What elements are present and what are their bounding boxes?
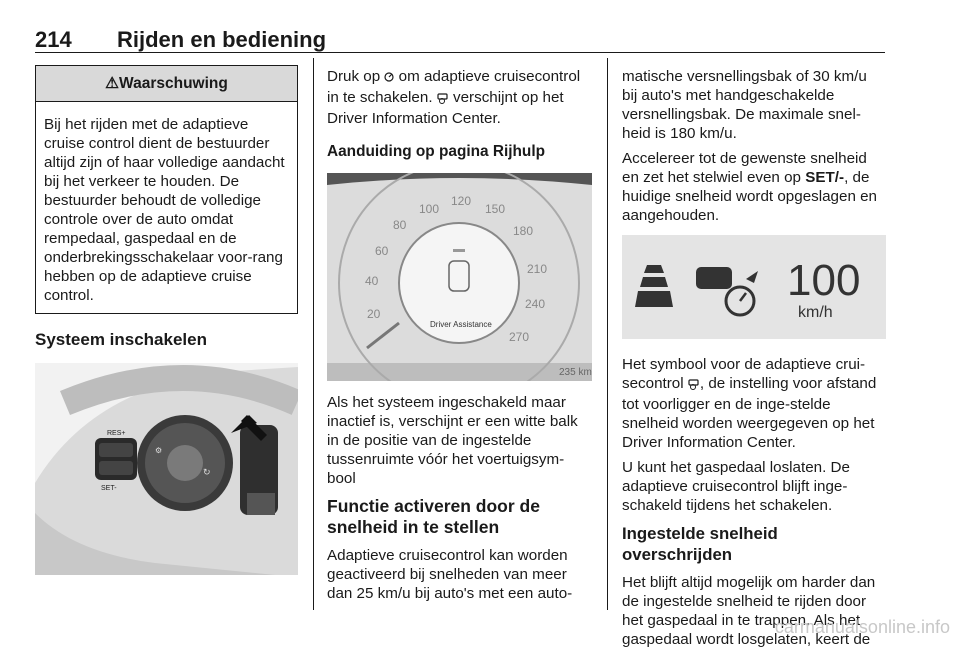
text-span: Accelereer tot de gewenste snelheid en zet het stelwiel even op [622,150,867,186]
adaptive-cruise-icon [437,90,449,109]
column-3 [622,67,886,655]
warning-header [36,66,297,102]
gauge-tick: 60 [375,244,389,258]
text-span: , de instelling voor afstand tot voorligger en de inge-stelde snelheid worden weergegeven op het Driver Information Center. [622,375,877,451]
section-heading: Functie activeren door de snelheid in te stellen [327,496,540,537]
instrument-cluster-image [327,173,592,381]
svg-text:↻: ↻ [203,467,211,477]
page-header [35,18,885,52]
set-label: SET/- [805,169,845,186]
text-span: , de huidige snelheid wordt opgeslagen en aangehouden. [622,169,878,224]
gauge-tick: 20 [367,307,381,321]
paragraph: matische versnellingsbak of 30 km/u bij auto's met handgeschakelde versnellingsbak. De maximale snel-heid is 180 km/u. [622,68,867,142]
gauge-tick: 150 [485,202,506,216]
gauge-tick: 100 [419,202,440,216]
steering-wheel-image [35,363,298,575]
column-2 [327,67,592,609]
gauge-tick: 270 [509,330,530,344]
section-heading: Systeem inschakelen [35,330,207,349]
column-divider [607,58,608,610]
header-rule [35,52,885,53]
section-heading: Ingestelde snelheid overschrijden [622,524,778,564]
watermark: carmanualsonline.info [774,617,950,637]
paragraph: U kunt het gaspedaal loslaten. De adaptieve cruisecontrol blijft inge-schakeld tijdens het schakelen. [622,459,850,514]
warning-text: Bij het rijden met de adaptieve cruise control dient de bestuurder altijd zijn of haar volledige aandacht bij het verkeer te houden. De bestuurder behoudt de volledige controle over de auto omdat rempedaal, gaspedaal en de onderbrekingsschakelaar voor-rang hebben op de adaptieve cruise control. [44,116,285,304]
svg-text:⚙: ⚙ [155,446,163,455]
text-span: Druk op [327,68,381,85]
warning-title: Waarschuwing [119,75,228,92]
gauge-tick: 210 [527,262,548,276]
text-span: verschijnt op het Driver Information Center. [327,89,564,127]
gauge-tick: 180 [513,224,534,238]
text-span: om adaptieve cruisecontrol in te schakelen. [327,68,581,106]
display-unit: km/h [798,304,833,321]
column-divider [313,58,314,610]
warning-box [35,65,298,314]
paragraph: Adaptieve cruisecontrol kan worden geactiveerd bij snelheden van meer dan 25 km/u bij auto's met een auto- [327,547,573,602]
paragraph: Als het systeem ingeschakeld maar inactief is, verschijnt er een witte balk in de positie van de ingestelde tussenruimte vóór het voertuigsym-bool [327,394,578,487]
set-label: SET- [101,485,117,492]
display-speed: 100 [787,256,861,305]
cruise-control-icon [384,69,394,88]
chapter-title: Rijden en bediening [117,27,327,52]
column-1 [35,58,298,575]
subheading: Aanduiding op pagina Rijhulp [327,143,546,160]
adaptive-cruise-icon [688,376,700,395]
gauge-tick: 40 [365,274,379,288]
paragraph [622,149,886,225]
paragraph: Het blijft altijd mogelijk om harder dan de ingestelde snelheid te rijden door het gaspedaal in te trappen. Als het gaspedaal wordt losgelaten, keert de [622,574,876,648]
paragraph [622,355,886,452]
paragraph [327,67,592,128]
page-number: 214 [35,27,72,52]
gauge-tick: 80 [393,218,407,232]
warning-icon: ⚠ [105,75,120,92]
gauge-tick: 120 [451,194,472,208]
display-image [622,235,886,339]
gauge-corner: 235 km [559,367,592,378]
text-span: Het symbool voor de adaptieve crui-secontrol [622,356,866,392]
res-label: RES+ [107,430,126,437]
gauge-panel-label: Driver Assistance [430,320,492,329]
gauge-tick: 240 [525,297,546,311]
